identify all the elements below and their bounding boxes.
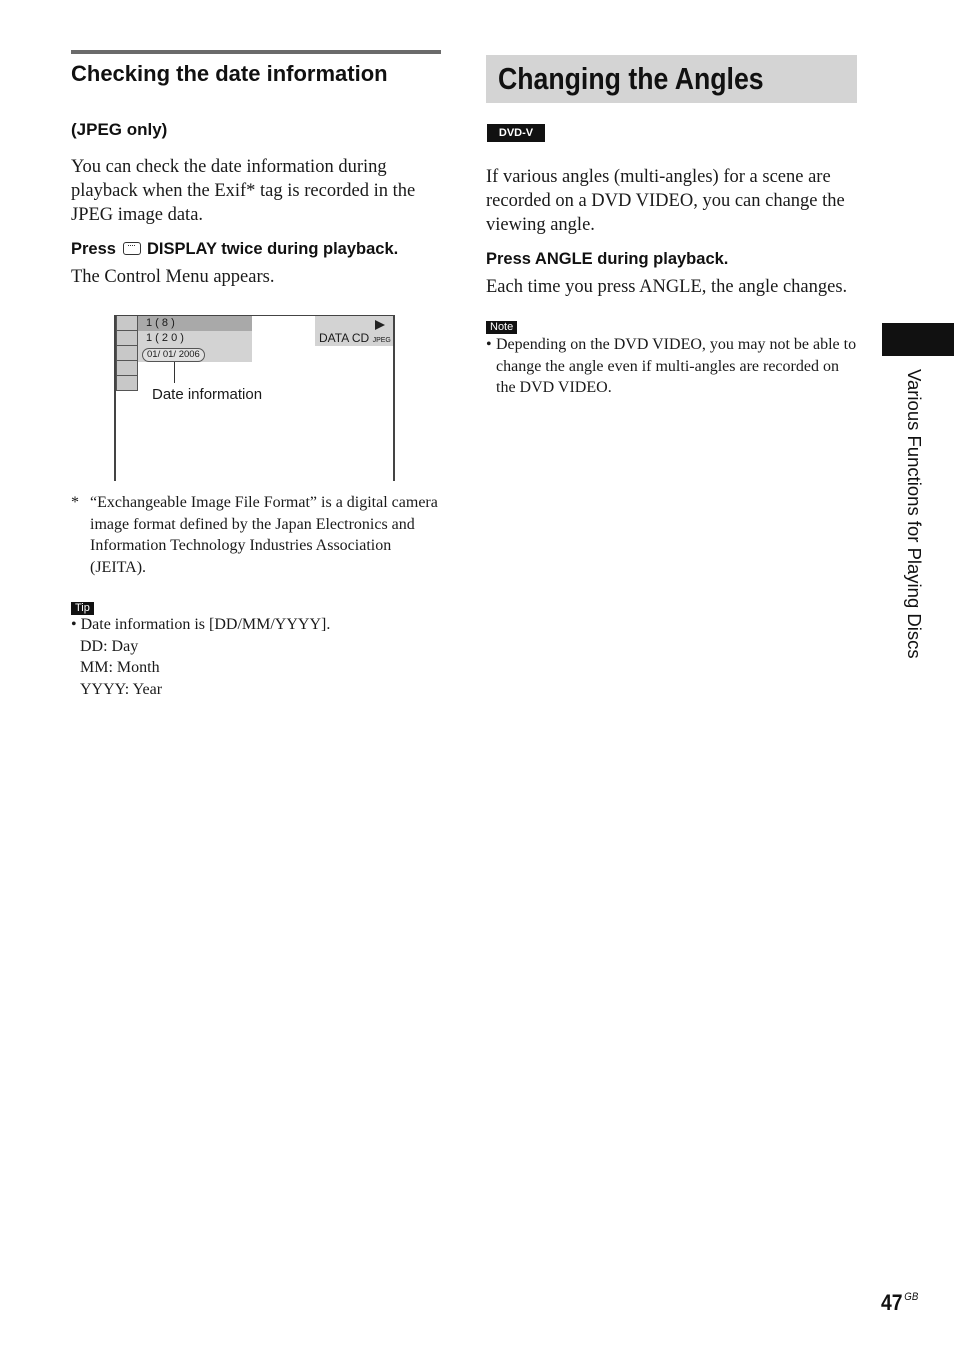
intro-paragraph: You can check the date information during playback when the Exif* tag is recorded in the JPEG image data. <box>71 157 416 225</box>
menu-icon-cell <box>116 376 138 391</box>
chapter-tab <box>882 323 954 356</box>
date-readout: 01/ 01/ 2006 <box>142 348 205 362</box>
footnote-mark: * <box>71 494 79 511</box>
note-badge: Note <box>486 321 517 334</box>
dvd-v-badge: DVD-V <box>487 124 545 142</box>
note-text: Depending on the DVD VIDEO, you may not be able to change the angle even if multi-angles are recorded on the DVD VIDEO. <box>496 336 857 396</box>
menu-row-file-label: 1 ( 2 0 ) <box>146 332 184 344</box>
chapter-tab-label <box>903 369 929 729</box>
source-label <box>319 331 391 348</box>
menu-row-folder: 1 ( 8 ) <box>138 316 252 331</box>
chapter-tab-text: Various Functions for Playing Discs <box>904 369 925 659</box>
page-number <box>881 1284 918 1316</box>
angles-instruction: Press ANGLE during playback. <box>486 250 729 268</box>
source-text: DATA CD <box>319 331 370 345</box>
tip-item: DD: Day <box>80 637 139 655</box>
footnote <box>71 492 441 578</box>
play-icon <box>375 320 385 330</box>
tip-item: • Date information is [DD/MM/YYYY]. <box>71 616 331 633</box>
menu-icon-column <box>116 316 137 391</box>
page-title: Changing the Angles <box>498 61 764 96</box>
section-heading: Checking the date information <box>71 61 388 86</box>
display-button-icon <box>123 242 141 255</box>
note-item <box>486 334 858 399</box>
instruction-result: The Control Menu appears. <box>71 267 275 287</box>
menu-icon-cell <box>116 361 138 376</box>
instruction-suffix: DISPLAY twice during playback. <box>146 240 399 258</box>
control-menu-illustration <box>114 315 395 481</box>
source-panel <box>315 316 393 346</box>
menu-icon-cell <box>116 316 138 331</box>
tip-item: MM: Month <box>80 659 160 676</box>
note-bullet: • <box>486 336 492 353</box>
page-title-box <box>486 55 857 103</box>
instruction-step <box>71 238 451 260</box>
menu-icon-cell <box>116 346 138 361</box>
menu-icon-cell <box>116 331 138 346</box>
section-top-rule <box>71 50 441 54</box>
footnote-text: “Exchangeable Image File Format” is a digital camera image format defined by the Japan Electronics and Information Technology Industries Association (JEITA). <box>90 494 438 576</box>
section-subheading: (JPEG only) <box>71 120 168 139</box>
tip-list <box>71 614 441 700</box>
callout-label: Date information <box>152 386 263 403</box>
tip-badge: Tip <box>71 602 94 615</box>
callout-line <box>174 362 175 383</box>
tip-item: YYYY: Year <box>80 680 163 698</box>
page-number-value: 47 <box>881 1290 903 1315</box>
note-label <box>486 317 517 335</box>
source-subtext: JPEG <box>372 337 391 344</box>
angles-result: Each time you press ANGLE, the angle changes. <box>486 277 848 297</box>
instruction-prefix: Press <box>71 240 116 258</box>
note-list <box>486 334 858 399</box>
page-number-suffix: GB <box>904 1291 919 1303</box>
angles-intro: If various angles (multi-angles) for a scene are recorded on a DVD VIDEO, you can change the viewing angle. <box>486 167 845 235</box>
